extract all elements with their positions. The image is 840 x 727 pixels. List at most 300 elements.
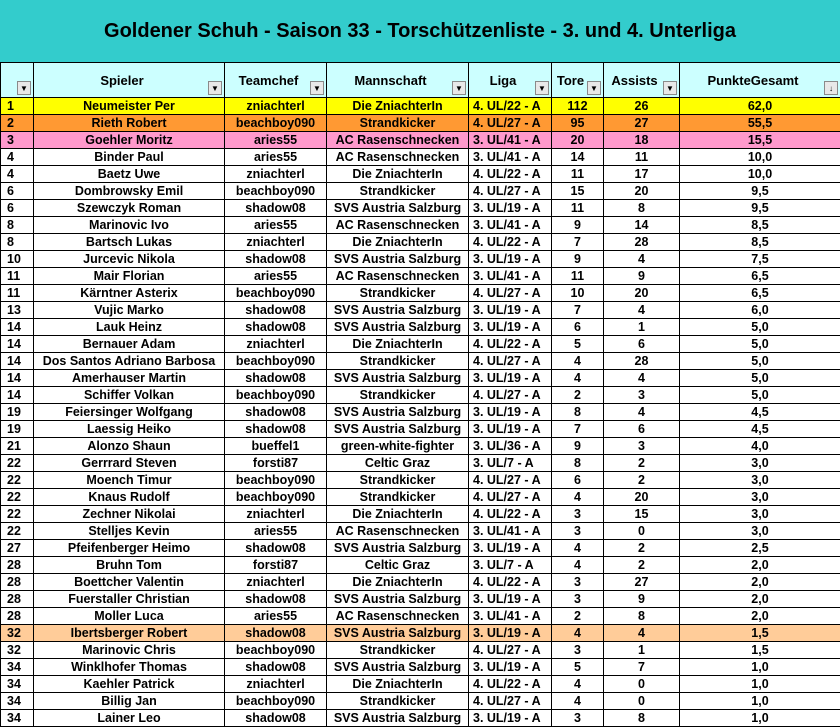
goals-cell: 4	[552, 370, 604, 387]
rank-cell: 34	[1, 693, 34, 710]
team-cell: SVS Austria Salzburg	[327, 540, 469, 557]
rank-cell: 11	[1, 268, 34, 285]
player-cell: Billig Jan	[34, 693, 225, 710]
rank-cell: 14	[1, 370, 34, 387]
assists-cell: 6	[604, 336, 680, 353]
teamchef-cell: zniachterl	[225, 336, 327, 353]
goals-cell: 95	[552, 115, 604, 132]
liga-cell: 4. UL/27 - A	[469, 693, 552, 710]
liga-cell: 4. UL/22 - A	[469, 574, 552, 591]
goals-cell: 11	[552, 166, 604, 183]
table-row	[1, 574, 840, 591]
team-cell: Strandkicker	[327, 387, 469, 404]
player-cell: Baetz Uwe	[34, 166, 225, 183]
table-row	[1, 217, 840, 234]
points-cell: 10,0	[680, 149, 840, 166]
teamchef-cell: beachboy090	[225, 472, 327, 489]
rank-cell: 22	[1, 472, 34, 489]
goals-cell: 3	[552, 710, 604, 727]
assists-cell: 0	[604, 523, 680, 540]
liga-cell: 3. UL/19 - A	[469, 404, 552, 421]
points-cell: 2,0	[680, 608, 840, 625]
assists-cell: 27	[604, 115, 680, 132]
filter-dropdown-icon[interactable]: ▼	[310, 81, 324, 95]
assists-cell: 17	[604, 166, 680, 183]
goals-cell: 2	[552, 387, 604, 404]
goals-cell: 7	[552, 421, 604, 438]
assists-cell: 2	[604, 455, 680, 472]
points-cell: 4,5	[680, 404, 840, 421]
teamchef-cell: shadow08	[225, 710, 327, 727]
teamchef-cell: zniachterl	[225, 166, 327, 183]
table-row	[1, 659, 840, 676]
points-cell: 10,0	[680, 166, 840, 183]
player-cell: Winklhofer Thomas	[34, 659, 225, 676]
points-cell: 2,0	[680, 557, 840, 574]
rank-cell: 14	[1, 319, 34, 336]
liga-cell: 3. UL/19 - A	[469, 591, 552, 608]
player-cell: Marinovic Ivo	[34, 217, 225, 234]
goals-cell: 4	[552, 353, 604, 370]
liga-cell: 3. UL/19 - A	[469, 659, 552, 676]
table-row	[1, 472, 840, 489]
player-cell: Dos Santos Adriano Barbosa	[34, 353, 225, 370]
table-row	[1, 149, 840, 166]
goals-cell: 5	[552, 336, 604, 353]
rank-cell: 4	[1, 166, 34, 183]
teamchef-cell: aries55	[225, 268, 327, 285]
teamchef-cell: beachboy090	[225, 489, 327, 506]
table-row	[1, 234, 840, 251]
player-cell: Gerrrard Steven	[34, 455, 225, 472]
points-cell: 5,0	[680, 370, 840, 387]
table-row	[1, 115, 840, 132]
teamchef-cell: forsti87	[225, 557, 327, 574]
assists-cell: 2	[604, 540, 680, 557]
goals-cell: 4	[552, 557, 604, 574]
teamchef-cell: shadow08	[225, 251, 327, 268]
column-header-tore: Tore ▼	[552, 63, 604, 98]
points-cell: 1,0	[680, 710, 840, 727]
table-row	[1, 710, 840, 727]
goals-cell: 6	[552, 319, 604, 336]
points-cell: 8,5	[680, 217, 840, 234]
teamchef-cell: shadow08	[225, 625, 327, 642]
liga-cell: 4. UL/27 - A	[469, 387, 552, 404]
table-row	[1, 676, 840, 693]
team-cell: SVS Austria Salzburg	[327, 404, 469, 421]
liga-cell: 3. UL/19 - A	[469, 421, 552, 438]
player-cell: Knaus Rudolf	[34, 489, 225, 506]
rank-cell: 14	[1, 336, 34, 353]
table-row	[1, 98, 840, 115]
rank-cell: 28	[1, 591, 34, 608]
points-cell: 5,0	[680, 387, 840, 404]
sort-descending-icon[interactable]: ↓	[824, 81, 838, 95]
teamchef-cell: beachboy090	[225, 387, 327, 404]
table-row	[1, 642, 840, 659]
team-cell: Celtic Graz	[327, 455, 469, 472]
points-cell: 3,0	[680, 472, 840, 489]
player-cell: Boettcher Valentin	[34, 574, 225, 591]
goals-cell: 7	[552, 234, 604, 251]
player-cell: Bruhn Tom	[34, 557, 225, 574]
player-cell: Stelljes Kevin	[34, 523, 225, 540]
points-cell: 5,0	[680, 353, 840, 370]
assists-cell: 4	[604, 302, 680, 319]
table-row	[1, 523, 840, 540]
goals-cell: 2	[552, 608, 604, 625]
teamchef-cell: shadow08	[225, 421, 327, 438]
points-cell: 7,5	[680, 251, 840, 268]
goals-cell: 8	[552, 404, 604, 421]
teamchef-cell: beachboy090	[225, 285, 327, 302]
goals-cell: 112	[552, 98, 604, 115]
team-cell: Strandkicker	[327, 285, 469, 302]
assists-cell: 20	[604, 285, 680, 302]
table-body	[1, 98, 840, 727]
assists-cell: 4	[604, 370, 680, 387]
liga-cell: 3. UL/7 - A	[469, 557, 552, 574]
rank-cell: 3	[1, 132, 34, 149]
rank-cell: 6	[1, 200, 34, 217]
table-row	[1, 166, 840, 183]
column-header-liga: Liga ▼	[469, 63, 552, 98]
points-cell: 3,0	[680, 523, 840, 540]
rank-cell: 11	[1, 285, 34, 302]
table-row	[1, 302, 840, 319]
assists-cell: 6	[604, 421, 680, 438]
table-row	[1, 387, 840, 404]
team-cell: green-white-fighter	[327, 438, 469, 455]
team-cell: SVS Austria Salzburg	[327, 625, 469, 642]
goals-cell: 4	[552, 693, 604, 710]
liga-cell: 4. UL/22 - A	[469, 506, 552, 523]
goals-cell: 14	[552, 149, 604, 166]
liga-cell: 3. UL/7 - A	[469, 455, 552, 472]
player-cell: Goehler Moritz	[34, 132, 225, 149]
rank-cell: 22	[1, 523, 34, 540]
rank-cell: 22	[1, 506, 34, 523]
team-cell: SVS Austria Salzburg	[327, 370, 469, 387]
table-row	[1, 132, 840, 149]
points-cell: 9,5	[680, 183, 840, 200]
player-cell: Lauk Heinz	[34, 319, 225, 336]
table-row	[1, 319, 840, 336]
table-row	[1, 489, 840, 506]
liga-cell: 4. UL/27 - A	[469, 285, 552, 302]
player-cell: Zechner Nikolai	[34, 506, 225, 523]
player-cell: Kärntner Asterix	[34, 285, 225, 302]
player-cell: Neumeister Per	[34, 98, 225, 115]
points-cell: 3,0	[680, 489, 840, 506]
player-cell: Moller Luca	[34, 608, 225, 625]
points-cell: 2,5	[680, 540, 840, 557]
column-header-mannschaft: Mannschaft ▼	[327, 63, 469, 98]
player-cell: Lainer Leo	[34, 710, 225, 727]
liga-cell: 3. UL/41 - A	[469, 608, 552, 625]
goals-cell: 3	[552, 642, 604, 659]
teamchef-cell: shadow08	[225, 200, 327, 217]
team-cell: AC Rasenschnecken	[327, 268, 469, 285]
teamchef-cell: shadow08	[225, 404, 327, 421]
goals-cell: 4	[552, 676, 604, 693]
assists-cell: 1	[604, 642, 680, 659]
team-cell: SVS Austria Salzburg	[327, 591, 469, 608]
rank-cell: 14	[1, 387, 34, 404]
rank-cell: 34	[1, 659, 34, 676]
teamchef-cell: beachboy090	[225, 693, 327, 710]
goals-cell: 3	[552, 506, 604, 523]
teamchef-cell: zniachterl	[225, 98, 327, 115]
table-row	[1, 455, 840, 472]
team-cell: Strandkicker	[327, 489, 469, 506]
player-cell: Marinovic Chris	[34, 642, 225, 659]
assists-cell: 2	[604, 472, 680, 489]
liga-cell: 3. UL/41 - A	[469, 217, 552, 234]
assists-cell: 20	[604, 183, 680, 200]
teamchef-cell: beachboy090	[225, 115, 327, 132]
assists-cell: 0	[604, 676, 680, 693]
liga-cell: 3. UL/19 - A	[469, 319, 552, 336]
teamchef-cell: zniachterl	[225, 676, 327, 693]
filter-dropdown-icon[interactable]: ▼	[208, 81, 222, 95]
goals-cell: 10	[552, 285, 604, 302]
points-cell: 5,0	[680, 336, 840, 353]
teamchef-cell: aries55	[225, 523, 327, 540]
table-row	[1, 625, 840, 642]
rank-cell: 22	[1, 455, 34, 472]
goals-cell: 15	[552, 183, 604, 200]
rank-cell: 21	[1, 438, 34, 455]
liga-cell: 3. UL/36 - A	[469, 438, 552, 455]
liga-cell: 3. UL/19 - A	[469, 370, 552, 387]
assists-cell: 11	[604, 149, 680, 166]
teamchef-cell: shadow08	[225, 302, 327, 319]
points-cell: 8,5	[680, 234, 840, 251]
goals-cell: 7	[552, 302, 604, 319]
goals-cell: 3	[552, 591, 604, 608]
rank-cell: 14	[1, 353, 34, 370]
teamchef-cell: aries55	[225, 217, 327, 234]
assists-cell: 26	[604, 98, 680, 115]
assists-cell: 0	[604, 693, 680, 710]
player-cell: Mair Florian	[34, 268, 225, 285]
teamchef-cell: shadow08	[225, 540, 327, 557]
liga-cell: 3. UL/41 - A	[469, 523, 552, 540]
team-cell: Strandkicker	[327, 693, 469, 710]
goals-cell: 4	[552, 489, 604, 506]
player-cell: Rieth Robert	[34, 115, 225, 132]
team-cell: SVS Austria Salzburg	[327, 319, 469, 336]
liga-cell: 3. UL/19 - A	[469, 200, 552, 217]
points-cell: 2,0	[680, 574, 840, 591]
filter-dropdown-icon[interactable]: ▼	[663, 81, 677, 95]
goals-cell: 4	[552, 625, 604, 642]
assists-cell: 8	[604, 710, 680, 727]
team-cell: AC Rasenschnecken	[327, 217, 469, 234]
team-cell: SVS Austria Salzburg	[327, 659, 469, 676]
points-cell: 3,0	[680, 455, 840, 472]
team-cell: SVS Austria Salzburg	[327, 251, 469, 268]
table-row	[1, 438, 840, 455]
rank-cell: 34	[1, 676, 34, 693]
team-cell: Die ZniachterIn	[327, 166, 469, 183]
column-header-punkte: PunkteGesamt ↓	[680, 63, 840, 98]
liga-cell: 3. UL/19 - A	[469, 540, 552, 557]
goals-cell: 8	[552, 455, 604, 472]
table-row	[1, 591, 840, 608]
player-cell: Amerhauser Martin	[34, 370, 225, 387]
assists-cell: 18	[604, 132, 680, 149]
teamchef-cell: aries55	[225, 608, 327, 625]
team-cell: Die ZniachterIn	[327, 506, 469, 523]
goals-cell: 3	[552, 574, 604, 591]
team-cell: Strandkicker	[327, 115, 469, 132]
rank-cell: 13	[1, 302, 34, 319]
rank-cell: 28	[1, 608, 34, 625]
table-row	[1, 540, 840, 557]
team-cell: Die ZniachterIn	[327, 234, 469, 251]
points-cell: 62,0	[680, 98, 840, 115]
points-cell: 6,0	[680, 302, 840, 319]
liga-cell: 4. UL/22 - A	[469, 336, 552, 353]
assists-cell: 7	[604, 659, 680, 676]
points-cell: 1,0	[680, 659, 840, 676]
points-cell: 6,5	[680, 285, 840, 302]
points-cell: 55,5	[680, 115, 840, 132]
teamchef-cell: bueffel1	[225, 438, 327, 455]
table-row	[1, 693, 840, 710]
goals-cell: 4	[552, 540, 604, 557]
filter-dropdown-icon[interactable]: ▼	[17, 81, 31, 95]
table-row	[1, 404, 840, 421]
liga-cell: 3. UL/41 - A	[469, 149, 552, 166]
liga-cell: 4. UL/27 - A	[469, 472, 552, 489]
rank-cell: 4	[1, 149, 34, 166]
assists-cell: 20	[604, 489, 680, 506]
rank-cell: 32	[1, 625, 34, 642]
points-cell: 4,0	[680, 438, 840, 455]
filter-dropdown-icon[interactable]: ▼	[452, 81, 466, 95]
table-row	[1, 268, 840, 285]
points-cell: 1,0	[680, 693, 840, 710]
rank-cell: 27	[1, 540, 34, 557]
liga-cell: 4. UL/27 - A	[469, 353, 552, 370]
teamchef-cell: beachboy090	[225, 183, 327, 200]
player-cell: Ibertsberger Robert	[34, 625, 225, 642]
goals-cell: 5	[552, 659, 604, 676]
liga-cell: 4. UL/27 - A	[469, 642, 552, 659]
assists-cell: 28	[604, 353, 680, 370]
team-cell: AC Rasenschnecken	[327, 132, 469, 149]
points-cell: 1,5	[680, 642, 840, 659]
player-cell: Feiersinger Wolfgang	[34, 404, 225, 421]
assists-cell: 8	[604, 200, 680, 217]
page-title: Goldener Schuh - Saison 33 - Torschützenliste - 3. und 4. Unterliga	[104, 20, 736, 43]
table-row	[1, 336, 840, 353]
team-cell: Die ZniachterIn	[327, 574, 469, 591]
teamchef-cell: aries55	[225, 149, 327, 166]
points-cell: 9,5	[680, 200, 840, 217]
player-cell: Alonzo Shaun	[34, 438, 225, 455]
table-row	[1, 285, 840, 302]
table-row	[1, 557, 840, 574]
team-cell: SVS Austria Salzburg	[327, 710, 469, 727]
teamchef-cell: zniachterl	[225, 234, 327, 251]
assists-cell: 4	[604, 625, 680, 642]
assists-cell: 9	[604, 591, 680, 608]
goals-cell: 9	[552, 217, 604, 234]
team-cell: Strandkicker	[327, 183, 469, 200]
rank-cell: 6	[1, 183, 34, 200]
player-cell: Laessig Heiko	[34, 421, 225, 438]
scorer-table	[0, 62, 840, 727]
table-row	[1, 353, 840, 370]
player-cell: Kaehler Patrick	[34, 676, 225, 693]
team-cell: Strandkicker	[327, 472, 469, 489]
goals-cell: 3	[552, 523, 604, 540]
filter-dropdown-icon[interactable]: ▼	[587, 81, 601, 95]
assists-cell: 9	[604, 268, 680, 285]
title-bar	[0, 0, 840, 62]
team-cell: Strandkicker	[327, 642, 469, 659]
rank-cell: 2	[1, 115, 34, 132]
teamchef-cell: zniachterl	[225, 574, 327, 591]
liga-cell: 3. UL/19 - A	[469, 625, 552, 642]
team-cell: AC Rasenschnecken	[327, 523, 469, 540]
teamchef-cell: shadow08	[225, 370, 327, 387]
points-cell: 3,0	[680, 506, 840, 523]
player-cell: Fuerstaller Christian	[34, 591, 225, 608]
player-cell: Bernauer Adam	[34, 336, 225, 353]
assists-cell: 14	[604, 217, 680, 234]
liga-cell: 4. UL/27 - A	[469, 489, 552, 506]
liga-cell: 4. UL/27 - A	[469, 115, 552, 132]
goals-cell: 11	[552, 200, 604, 217]
assists-cell: 8	[604, 608, 680, 625]
assists-cell: 2	[604, 557, 680, 574]
liga-cell: 3. UL/19 - A	[469, 710, 552, 727]
assists-cell: 1	[604, 319, 680, 336]
assists-cell: 3	[604, 387, 680, 404]
liga-cell: 3. UL/41 - A	[469, 268, 552, 285]
team-cell: Die ZniachterIn	[327, 676, 469, 693]
goals-cell: 9	[552, 251, 604, 268]
team-cell: SVS Austria Salzburg	[327, 421, 469, 438]
teamchef-cell: forsti87	[225, 455, 327, 472]
column-header-assists: Assists ▼	[604, 63, 680, 98]
goals-cell: 11	[552, 268, 604, 285]
player-cell: Vujic Marko	[34, 302, 225, 319]
rank-cell: 22	[1, 489, 34, 506]
teamchef-cell: shadow08	[225, 591, 327, 608]
liga-cell: 4. UL/22 - A	[469, 676, 552, 693]
assists-cell: 27	[604, 574, 680, 591]
points-cell: 15,5	[680, 132, 840, 149]
filter-dropdown-icon[interactable]: ▼	[535, 81, 549, 95]
table-row	[1, 183, 840, 200]
rank-cell: 32	[1, 642, 34, 659]
table-row	[1, 200, 840, 217]
liga-cell: 3. UL/19 - A	[469, 302, 552, 319]
rank-cell: 34	[1, 710, 34, 727]
points-cell: 2,0	[680, 591, 840, 608]
table-row	[1, 251, 840, 268]
liga-cell: 4. UL/22 - A	[469, 98, 552, 115]
column-header-rank	[1, 63, 34, 98]
table-row	[1, 421, 840, 438]
